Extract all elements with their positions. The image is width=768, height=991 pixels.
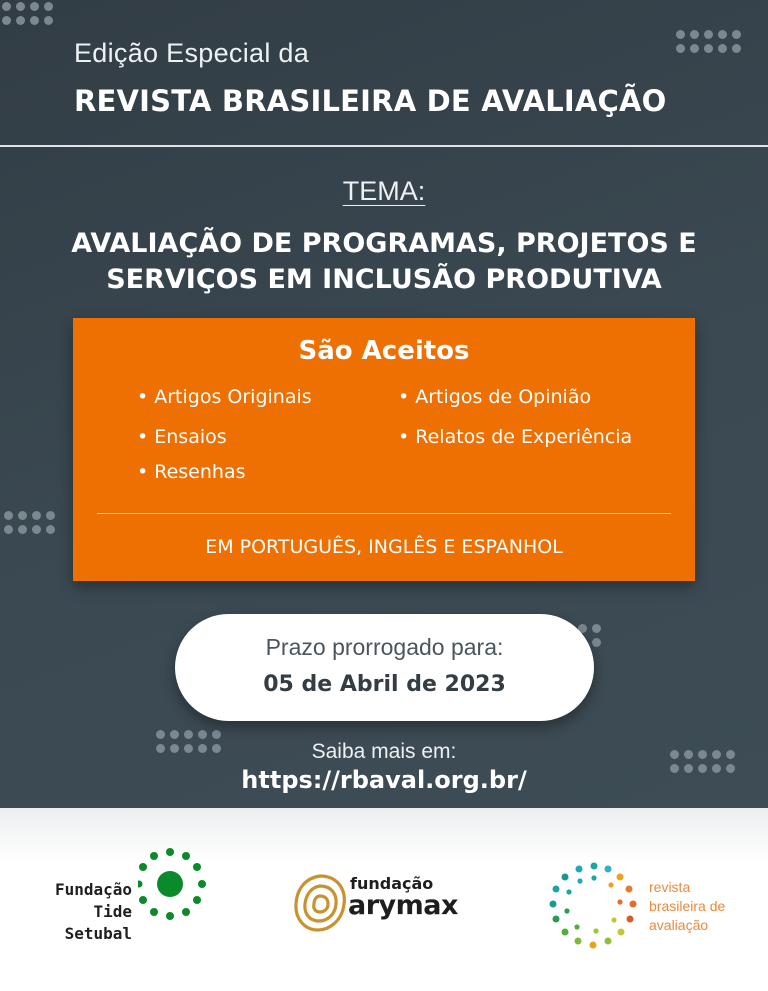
- deadline-date: 05 de Abril de 2023: [263, 672, 506, 697]
- header-divider: [0, 145, 768, 147]
- accepted-item: • Relatos de Experiência: [398, 426, 633, 448]
- dots-decoration-mid-left: [4, 511, 55, 534]
- dots-decoration-top-right: [676, 30, 741, 53]
- dots-decoration-top-left: [2, 2, 53, 25]
- rba-logo-line-1: revista: [649, 879, 691, 895]
- arymax-logo-line-2: arymax: [348, 890, 458, 921]
- fts-dot-circle-icon: [138, 846, 218, 926]
- accepted-item: • Ensaios: [137, 426, 227, 448]
- accepted-item: • Resenhas: [137, 461, 246, 483]
- footer-logos: [0, 808, 768, 991]
- more-info-link[interactable]: https://rbaval.org.br/: [241, 766, 527, 794]
- accepted-panel: [73, 318, 695, 581]
- theme-title-line-2: SERVIÇOS EM INCLUSÃO PRODUTIVA: [106, 264, 662, 295]
- rba-dot-ring-icon: [546, 858, 642, 954]
- header-title: REVISTA BRASILEIRA DE AVALIAÇÃO: [74, 84, 667, 118]
- arymax-swirl-icon: [292, 872, 348, 934]
- revista-brasileira-avaliacao-logo: [546, 858, 746, 958]
- accepted-item: • Artigos Originais: [137, 386, 312, 408]
- theme-title: [0, 226, 768, 298]
- theme-label-wrap: [0, 176, 768, 207]
- languages-note: EM PORTUGUÊS, INGLÊS E ESPANHOL: [205, 536, 563, 558]
- accepted-divider: [97, 513, 671, 514]
- deadline-label: Prazo prorrogado para:: [265, 634, 504, 660]
- theme-title-line-1: AVALIAÇÃO DE PROGRAMAS, PROJETOS E: [71, 228, 697, 259]
- rba-logo-text: [649, 878, 725, 935]
- fundacao-tide-setubal-logo: [48, 866, 218, 956]
- fts-logo-line-3: Setubal: [64, 924, 132, 943]
- fundacao-arymax-logo: [292, 872, 482, 936]
- fts-logo-line-2: Tide: [93, 902, 132, 921]
- theme-label: TEMA:: [342, 176, 426, 206]
- fts-logo-line-1: Fundação: [54, 880, 132, 899]
- deadline-pill: [175, 614, 594, 721]
- more-info-label: Saiba mais em:: [311, 740, 457, 763]
- header-subtitle: Edição Especial da: [74, 38, 310, 68]
- accepted-title: São Aceitos: [298, 336, 470, 366]
- arymax-logo-line-1: fundação: [350, 874, 434, 893]
- rba-logo-line-3: avaliação: [649, 917, 709, 933]
- rba-logo-line-2: brasileira de: [649, 898, 726, 914]
- accepted-item: • Artigos de Opinião: [398, 386, 592, 408]
